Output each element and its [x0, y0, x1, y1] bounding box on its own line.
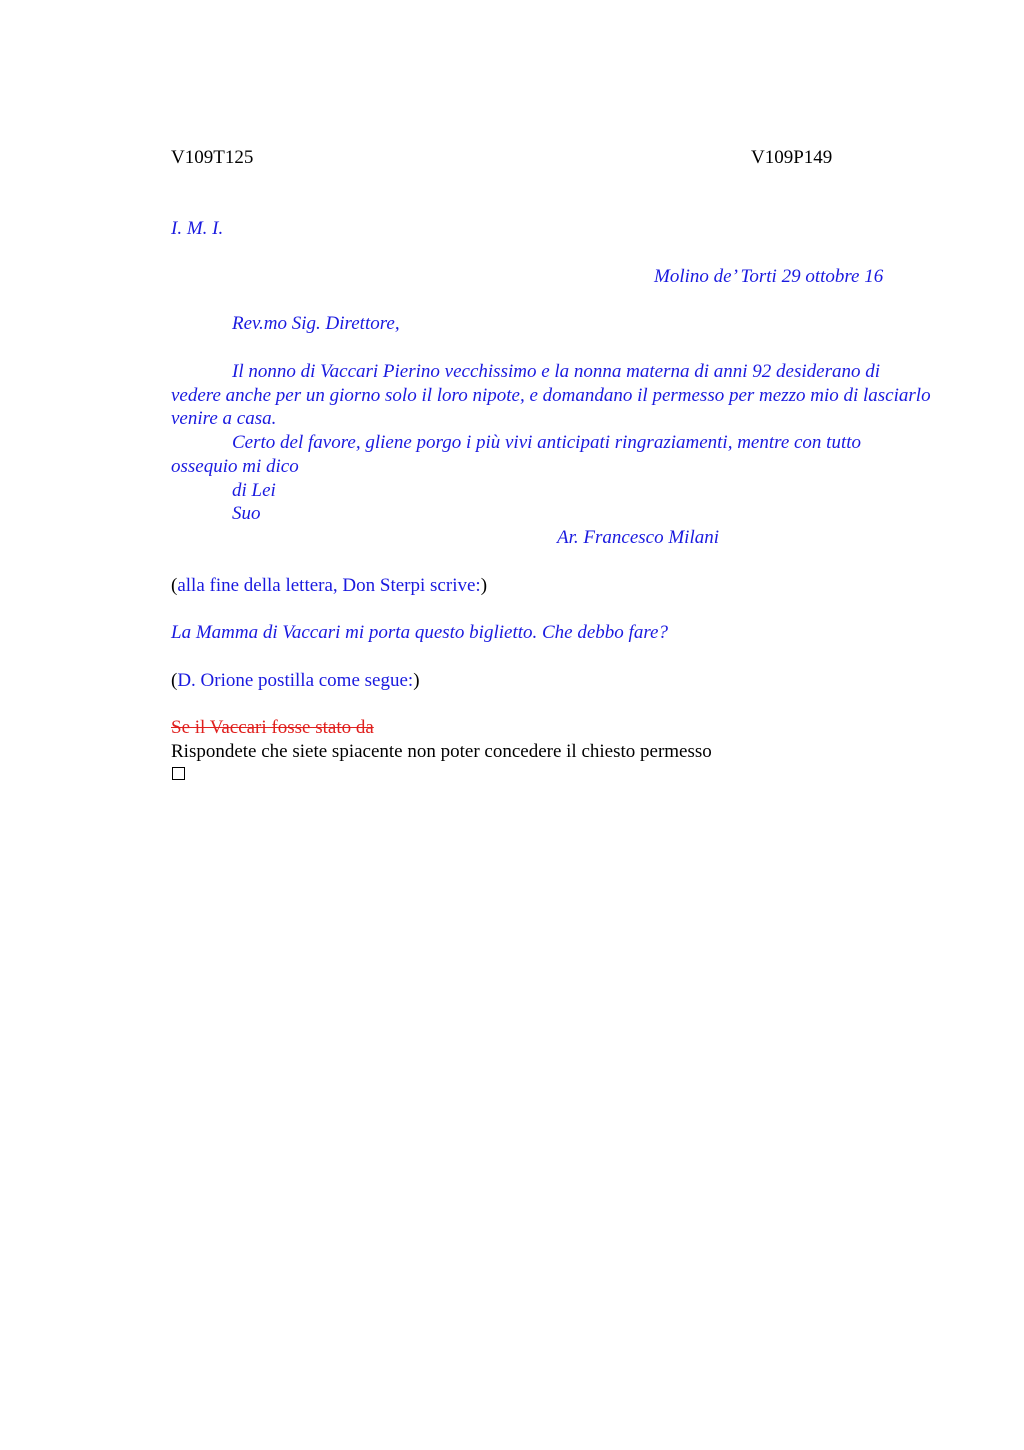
- header-right-code: V109P149: [751, 147, 833, 168]
- header-left-code: V109T125: [171, 147, 254, 168]
- place-date: Molino de’ Torti 29 ottobre 16: [654, 266, 884, 287]
- note-1-close-paren: ): [480, 575, 488, 596]
- note-2-close-paren: ): [413, 670, 420, 691]
- note-2-text: D. Orione postilla come segue:: [177, 670, 414, 691]
- letter-paragraph-1-text: Il nonno di Vaccari Pierino vecchissimo e la nonna materna di anni 92 desiderano di vedere anche per un giorno solo il loro nipote, e domandano il permesso per mezzo mio di lasciarlo venire a casa.: [171, 361, 931, 429]
- struck-text: Se il Vaccari fosse stato da: [171, 717, 374, 738]
- note-1-text: alla fine della lettera, Don Sterpi scrive:: [177, 575, 481, 596]
- note-2-open-paren: (: [171, 670, 178, 691]
- invocation: I. M. I.: [171, 218, 224, 239]
- signature: Ar. Francesco Milani: [557, 527, 720, 548]
- editorial-note-1: [171, 574, 487, 598]
- sterpi-note: La Mamma di Vaccari mi porta questo biglietto. Che debbo fare?: [171, 622, 668, 643]
- letter-paragraph-1: [171, 360, 931, 431]
- closing-suo: Suo: [232, 503, 261, 524]
- checkbox-square-icon: [172, 767, 185, 780]
- editorial-note-2: [171, 669, 420, 693]
- note-1-open-paren: (: [171, 575, 178, 596]
- salutation: Rev.mo Sig. Direttore,: [232, 313, 400, 334]
- letter-paragraph-2-text: Certo del favore, gliene porgo i più vivi anticipati ringraziamenti, mentre con tutto ossequio mi dico: [171, 432, 862, 477]
- orione-reply: Rispondete che siete spiacente non poter concedere il chiesto permesso: [171, 741, 712, 762]
- closing-di-lei: di Lei: [232, 480, 276, 501]
- letter-paragraph-2: [171, 431, 931, 478]
